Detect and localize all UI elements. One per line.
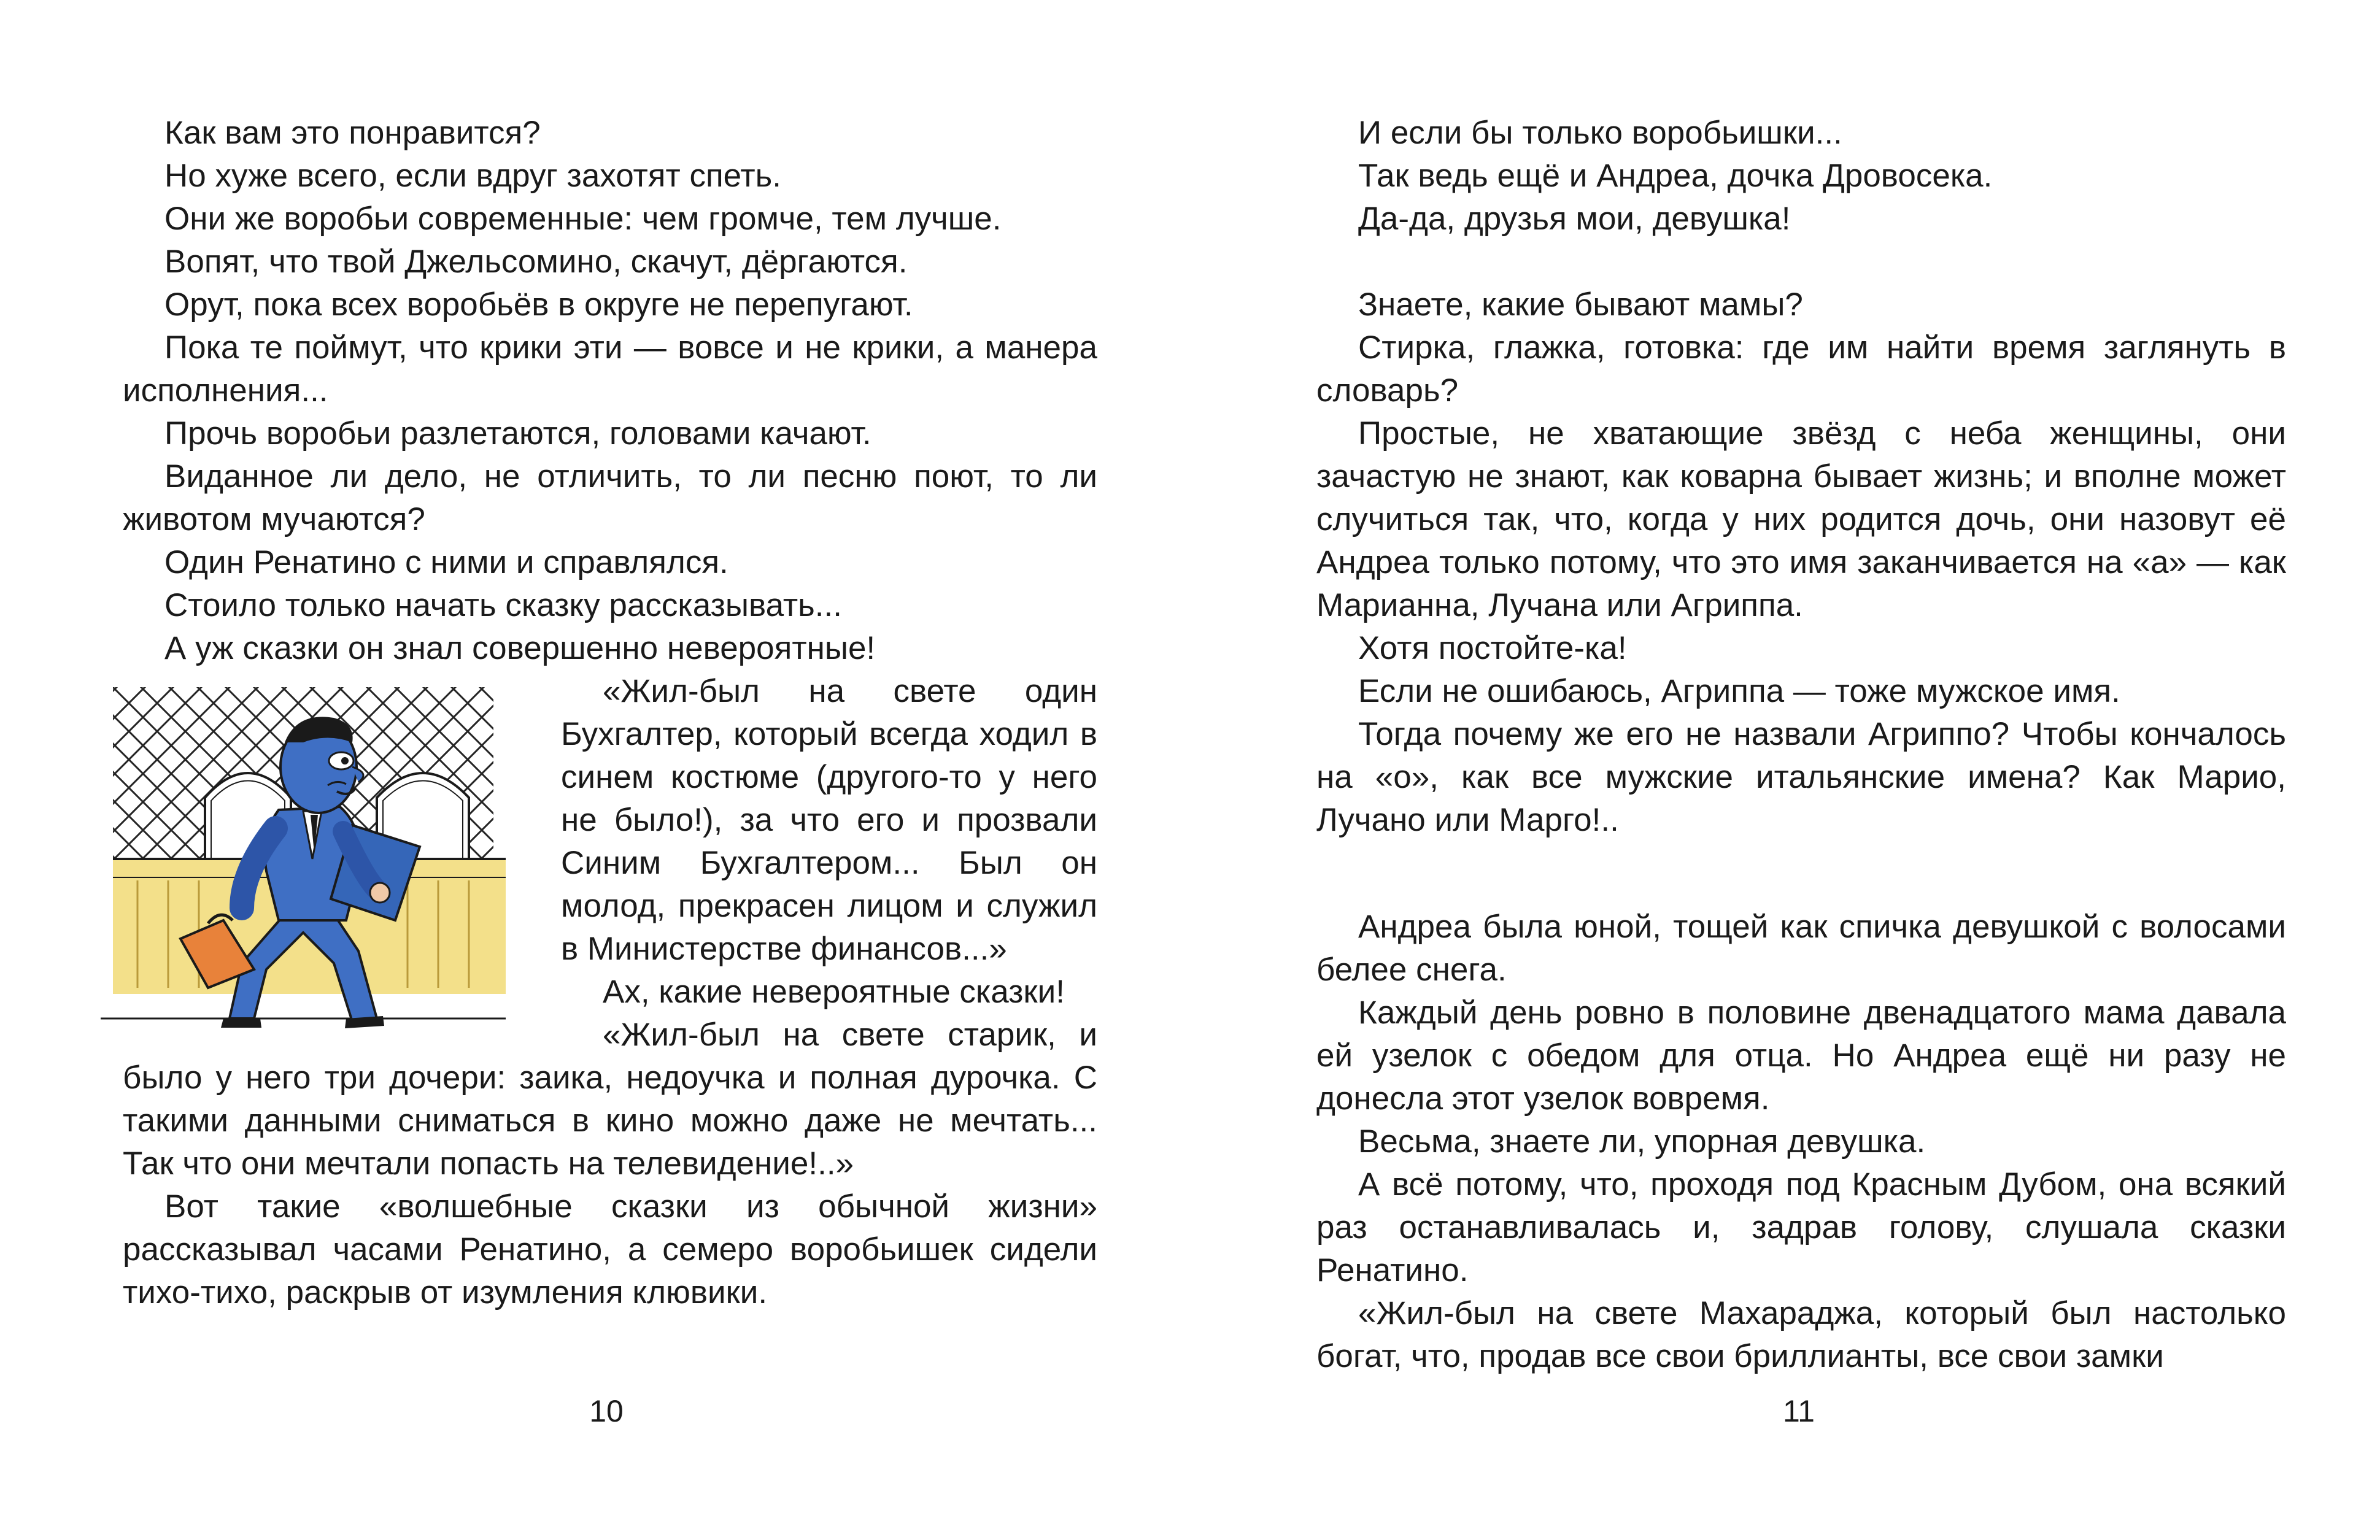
page-number: 10: [589, 1394, 624, 1428]
paragraph: Так ведь ещё и Андреа, дочка Дровосека.: [1358, 158, 1993, 194]
paragraph: И если бы только воробьишки...: [1358, 115, 1842, 151]
accountant-illustration: [101, 675, 530, 1043]
paragraph: Да-да, друзья мои, девушка!: [1358, 201, 1791, 237]
paragraph: «Жил-был на свете один Бухгалтер, который всегда ходил в синем костюме (другого-то у него не было!), за что его и прозвали Синим Бухгалтером... Был он молод, прекрасен лицом и служил в Министерстве финансов...»: [561, 673, 1097, 967]
paragraph: Но хуже всего, если вдруг захотят спеть.: [164, 158, 782, 194]
paragraph: А уж сказки он знал совершенно невероятные!: [164, 630, 876, 666]
right-page: [1190, 0, 2380, 1540]
paragraph: Стоило только начать сказку рассказывать...: [164, 587, 842, 623]
left-page-text: [123, 112, 1097, 1314]
paragraph: Вот такие «волшебные сказки из обычной жизни» рассказывал часами Ренатино, а семеро воробьишек сидели тихо-тихо, раскрыв от изумления клювики.: [123, 1188, 1097, 1311]
paragraph: Простые, не хватающие звёзд с неба женщины, они зачастую не знают, как коварна бывает жизнь; и вполне может случиться так, что, когда у них родится дочь, они назовут её Андреа только потому, что это имя заканчивается на «а» — как Марианна, Лучана или Агриппа.: [1316, 415, 2286, 623]
paragraph: Хотя постойте-ка!: [1358, 630, 1627, 666]
paragraph: Стирка, глажка, готовка: где им найти время заглянуть в словарь?: [1316, 329, 2286, 409]
section-gap: [1316, 842, 2286, 906]
paragraph: Вопят, что твой Джельсомино, скачут, дёргаются.: [164, 244, 908, 280]
paragraph: Весьма, знаете ли, упорная девушка.: [1358, 1123, 1926, 1160]
paragraph: Орут, пока всех воробьёв в округе не перепугают.: [164, 287, 913, 323]
paragraph: Они же воробьи современные: чем громче, тем лучше.: [164, 201, 1002, 237]
paragraph: «Жил-был на свете Махараджа, который был настолько богат, что, продав все свои бриллианты, все свои замки: [1316, 1295, 2286, 1374]
right-page-text: [1316, 112, 2286, 1378]
paragraph: Пока те поймут, что крики эти — вовсе и не крики, а манера исполнения...: [123, 329, 1097, 409]
section-gap: [1316, 241, 2286, 283]
paragraph: Виданное ли дело, не отличить, то ли песню поют, то ли животом мучаются?: [123, 458, 1097, 537]
paragraph: А всё потому, что, проходя под Красным Дубом, она всякий раз останавливалась и, задрав голову, слушала сказки Ренатино.: [1316, 1166, 2286, 1288]
accountant-illustration-svg: [101, 675, 530, 1043]
paragraph: Если не ошибаюсь, Агриппа — тоже мужское имя.: [1358, 673, 2120, 709]
page-number: 11: [1783, 1394, 1815, 1428]
paragraph: Как вам это понравится?: [164, 115, 541, 151]
paragraph: Один Ренатино с ними и справлялся.: [164, 544, 728, 580]
paragraph: «Жил-был на свете старик, и было у него три дочери: заика, недоучка и полная дурочка. С такими данными сниматься в кино можно даже не мечтать... Так что они мечтали попасть на телевидение!..»: [123, 1017, 1097, 1182]
paragraph: Каждый день ровно в половине двенадцатого мама давала ей узелок с обедом для отца. Но Андреа ещё ни разу не донесла этот узелок вовремя.: [1316, 995, 2286, 1117]
paragraph: Тогда почему же его не назвали Агриппо? Чтобы кончалось на «о», как все мужские итальянские имена? Как Марио, Лучано или Марго!..: [1316, 716, 2286, 838]
paragraph: Ах, какие невероятные сказки!: [603, 974, 1065, 1010]
paragraph: Знаете, какие бывают мамы?: [1358, 287, 1803, 323]
paragraph: Андреа была юной, тощей как спичка девушкой с волосами белее снега.: [1316, 909, 2286, 988]
paragraph: Прочь воробьи разлетаются, головами качают.: [164, 415, 871, 452]
